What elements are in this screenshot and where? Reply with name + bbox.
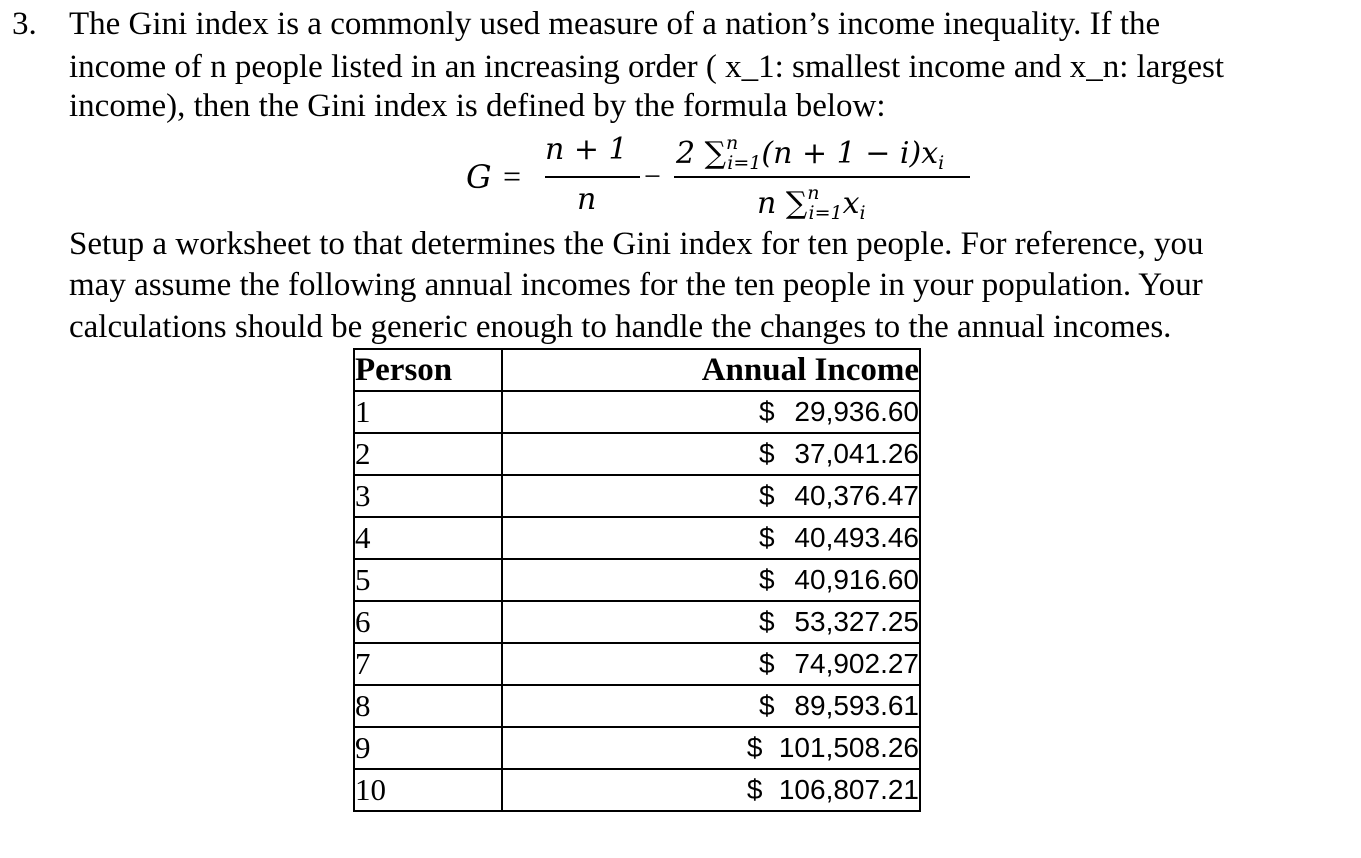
table-row: [354, 433, 920, 475]
instruction-line-3: calculations should be generic enough to handle the changes to the annual incomes.: [69, 309, 1172, 345]
table-row: [354, 517, 920, 559]
table-row: [354, 643, 920, 685]
problem-number: 3.: [12, 6, 37, 42]
table-row: [354, 391, 920, 433]
person-cell: 2: [354, 433, 502, 475]
table-row: [354, 601, 920, 643]
table-row: [354, 475, 920, 517]
table-row: [354, 769, 920, 811]
intro-line-2: income of n people listed in an increasing order ( x_1: smallest income and x_n: largest: [69, 49, 1224, 85]
term2-denominator: [757, 182, 866, 224]
denominator-prefix: n ∑: [757, 186, 808, 221]
numerator-body-sub: i: [938, 152, 945, 174]
term2-fraction-bar: [674, 176, 970, 178]
income-cell: [502, 601, 920, 643]
income-cell: [502, 475, 920, 517]
income-amount: 89,593.61: [794, 690, 919, 721]
gini-formula: [0, 128, 1361, 228]
income-cell: [502, 559, 920, 601]
person-cell: 6: [354, 601, 502, 643]
person-cell: 9: [354, 727, 502, 769]
currency-symbol: $: [759, 480, 775, 511]
person-cell: 7: [354, 643, 502, 685]
term1-denominator: n: [577, 182, 597, 217]
numerator-prefix: 2 ∑: [676, 136, 727, 171]
numerator-sum-sub: i=1: [727, 152, 762, 174]
currency-symbol: $: [746, 732, 763, 763]
intro-line-1: The Gini index is a commonly used measure of a nation’s income inequality. If the: [69, 6, 1161, 42]
denominator-sum-sup: n: [807, 182, 820, 204]
currency-symbol: $: [746, 774, 763, 805]
intro-line-3: income), then the Gini index is defined by the formula below:: [69, 88, 886, 124]
currency-symbol: $: [759, 438, 775, 469]
header-person: Person: [354, 349, 502, 391]
header-annual-income: Annual Income: [502, 349, 920, 391]
income-amount: 40,916.60: [794, 564, 919, 595]
denominator-sum-sub: i=1: [808, 202, 843, 224]
denominator-body-sub: i: [859, 202, 866, 224]
term1-fraction-bar: [545, 176, 640, 178]
instruction-line-2: may assume the following annual incomes for the ten people in your population. Your: [69, 267, 1203, 303]
income-cell: [502, 517, 920, 559]
person-cell: 10: [354, 769, 502, 811]
income-amount: 40,493.46: [794, 522, 919, 553]
income-amount: 53,327.25: [794, 606, 919, 637]
income-amount: 106,807.21: [778, 774, 919, 805]
term1-numerator: n + 1: [545, 132, 628, 167]
person-cell: 3: [354, 475, 502, 517]
person-cell: 8: [354, 685, 502, 727]
instruction-line-1: Setup a worksheet to that determines the Gini index for ten people. For reference, you: [69, 226, 1204, 262]
table-row: [354, 685, 920, 727]
table-row: [354, 559, 920, 601]
income-amount: 74,902.27: [794, 648, 919, 679]
person-cell: 5: [354, 559, 502, 601]
income-cell: [502, 727, 920, 769]
currency-symbol: $: [759, 564, 775, 595]
denominator-body: x: [842, 186, 860, 221]
formula-lhs: G: [466, 158, 492, 196]
income-amount: 37,041.26: [794, 438, 919, 469]
term2-numerator: [676, 132, 944, 174]
numerator-body: (n + 1 − i)x: [761, 136, 939, 171]
income-cell: [502, 643, 920, 685]
income-cell: [502, 685, 920, 727]
currency-symbol: $: [759, 396, 775, 427]
currency-symbol: $: [759, 522, 775, 553]
income-cell: [502, 433, 920, 475]
currency-symbol: $: [759, 648, 775, 679]
income-amount: 29,936.60: [794, 396, 919, 427]
table-header-row: [354, 349, 920, 391]
table-row: [354, 727, 920, 769]
income-amount: 40,376.47: [794, 480, 919, 511]
person-cell: 1: [354, 391, 502, 433]
income-cell: [502, 769, 920, 811]
formula-minus: −: [644, 160, 661, 193]
formula-equals: =: [503, 158, 522, 194]
person-cell: 4: [354, 517, 502, 559]
income-table: [353, 348, 921, 812]
income-amount: 101,508.26: [778, 732, 919, 763]
currency-symbol: $: [759, 690, 775, 721]
currency-symbol: $: [759, 606, 775, 637]
numerator-sum-sup: n: [726, 132, 739, 154]
cut-off-previous-line: [0, 0, 1361, 2]
income-cell: [502, 391, 920, 433]
